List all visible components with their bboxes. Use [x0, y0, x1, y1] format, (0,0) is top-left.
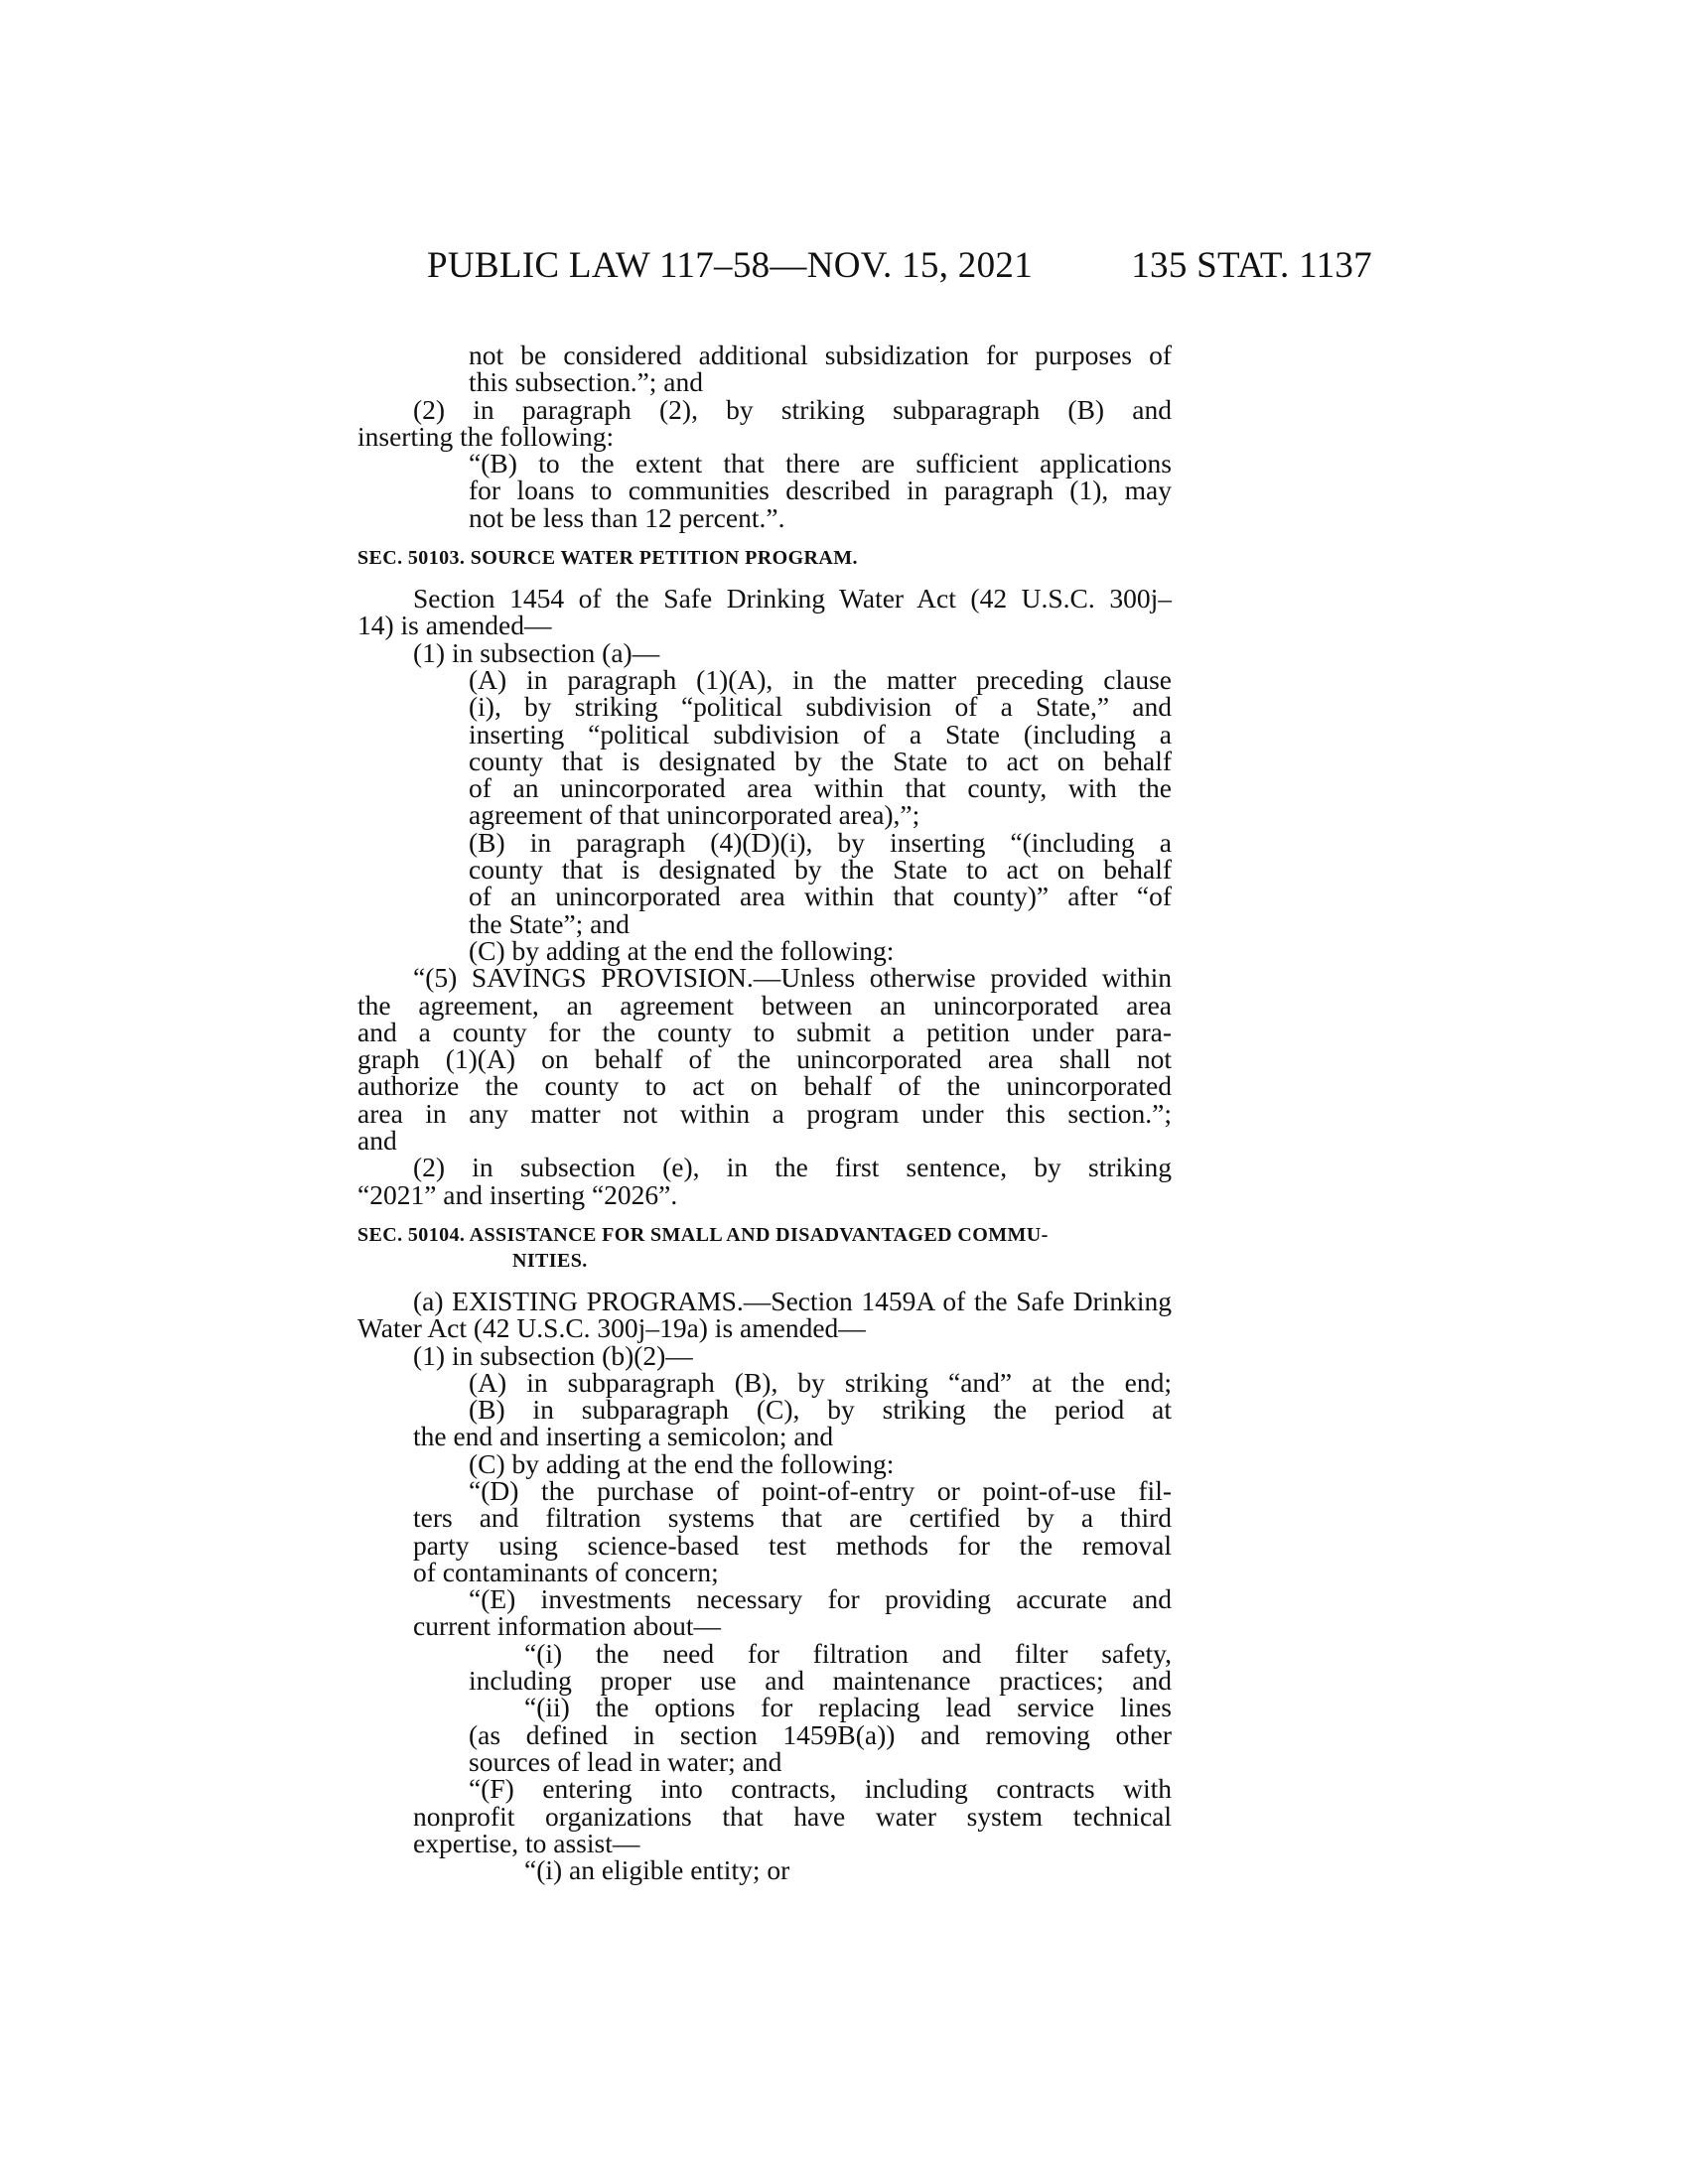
text-line: “(5) SAVINGS PROVISION.—Unless otherwise provided within — [413, 962, 1172, 994]
text-line: and a county for the county to submit a petition under para- — [357, 1016, 1172, 1047]
text-line: this subsection.”; and — [469, 366, 704, 398]
text-line: the end and inserting a semicolon; and — [413, 1421, 834, 1452]
text-line: and — [357, 1125, 397, 1157]
section-heading-text-line1: SEC. 50104. ASSISTANCE FOR SMALL AND DISADVANTAGED COMMU- — [357, 1223, 1049, 1246]
running-head-title: PUBLIC LAW 117–58—NOV. 15, 2021 — [427, 245, 1034, 286]
text-line: nonprofit organizations that have water system technical — [413, 1800, 1172, 1832]
text-line: (1) in subsection (a)— — [413, 636, 660, 668]
text-line: Water Act (42 U.S.C. 300j–19a) is amended— — [357, 1312, 866, 1344]
page-header — [0, 244, 1688, 294]
text-line: (1) in subsection (b)(2)— — [413, 1339, 693, 1371]
text-line: not be less than 12 percent.”. — [469, 501, 785, 533]
text-line: (A) in paragraph (1)(A), in the matter preceding clause — [469, 663, 1172, 695]
text-line: “2021” and inserting “2026”. — [357, 1178, 678, 1210]
text-line: “(i) the need for filtration and filter safety, — [524, 1637, 1172, 1669]
text-line: ters and filtration systems that are certified by a third — [413, 1502, 1172, 1534]
text-line: “(ii) the options for replacing lead service lines — [524, 1692, 1172, 1723]
section-heading-50104 — [357, 1222, 1172, 1274]
text-line: expertise, to assist— — [413, 1827, 640, 1858]
text-line: (2) in subsection (e), in the first sentence, by striking — [413, 1152, 1172, 1183]
text-line: authorize the county to act on behalf of the unincorporated — [357, 1070, 1172, 1102]
text-line: 14) is amended— — [357, 610, 552, 641]
text-line: (B) in subparagraph (C), by striking the period at — [469, 1394, 1172, 1426]
text-line: “(B) to the extent that there are sufficient applications — [469, 448, 1172, 479]
text-line: area in any matter not within a program under this section.”; — [357, 1097, 1172, 1129]
text-line: including proper use and maintenance practices; and — [469, 1665, 1172, 1697]
text-line: (2) in paragraph (2), by striking subparagraph (B) and — [413, 393, 1172, 425]
text-line: (B) in paragraph (4)(D)(i), by inserting “(including a — [469, 826, 1172, 858]
text-line: “(E) investments necessary for providing accurate and — [469, 1583, 1172, 1615]
text-line: current information about— — [413, 1610, 722, 1642]
text-line: (a) EXISTING PROGRAMS.—Section 1459A of the Safe Drinking — [413, 1285, 1172, 1316]
text-line: of an unincorporated area within that county)” after “of — [469, 881, 1172, 912]
text-line: inserting “political subdivision of a State (including a — [469, 718, 1172, 750]
statute-page-number: 135 STAT. 1137 — [1131, 245, 1372, 286]
text-line: sources of lead in water; and — [469, 1745, 782, 1777]
text-line: “(i) an eligible entity; or — [524, 1854, 790, 1886]
text-line: agreement of that unincorporated area),”; — [469, 799, 920, 831]
text-line: (i), by striking “political subdivision of a State,” and — [469, 691, 1172, 723]
text-line: (C) by adding at the end the following: — [469, 1447, 895, 1479]
text-line: county that is designated by the State to act on behalf — [469, 854, 1172, 886]
text-block-sec-50103 — [357, 585, 1172, 1208]
text-line: of contaminants of concern; — [413, 1556, 719, 1587]
text-block-sec-50104 — [357, 1285, 1172, 1886]
text-line: “(F) entering into contracts, including contracts with — [469, 1773, 1172, 1805]
section-heading-text: SEC. 50103. SOURCE WATER PETITION PROGRAM. — [357, 547, 858, 570]
text-line: graph (1)(A) on behalf of the unincorporated area shall not — [357, 1043, 1172, 1075]
text-line: county that is designated by the State to act on behalf — [469, 745, 1172, 776]
text-line: (C) by adding at the end the following: — [469, 934, 895, 966]
text-line: of an unincorporated area within that county, with the — [469, 772, 1172, 804]
text-line: party using science-based test methods for the removal — [413, 1529, 1172, 1561]
text-line: “(D) the purchase of point-of-entry or point-of-use fil- — [469, 1474, 1172, 1506]
text-line: Section 1454 of the Safe Drinking Water Act (42 U.S.C. 300j– — [413, 583, 1172, 614]
text-block-continuation — [357, 341, 1172, 531]
text-line: (as defined in section 1459B(a)) and removing other — [469, 1718, 1172, 1750]
text-line: not be considered additional subsidization for purposes of — [469, 340, 1172, 370]
section-heading-text-line2: NITIES. — [512, 1249, 588, 1272]
text-line: (A) in subparagraph (B), by striking “and” at the end; — [469, 1366, 1172, 1398]
text-line: the agreement, an agreement between an unincorporated area — [357, 989, 1172, 1021]
text-line: for loans to communities described in paragraph (1), may — [469, 475, 1172, 506]
text-line: inserting the following: — [357, 420, 615, 452]
section-heading-50103 — [357, 545, 1172, 571]
document-body — [357, 340, 1172, 1886]
text-line: the State”; and — [469, 907, 630, 939]
